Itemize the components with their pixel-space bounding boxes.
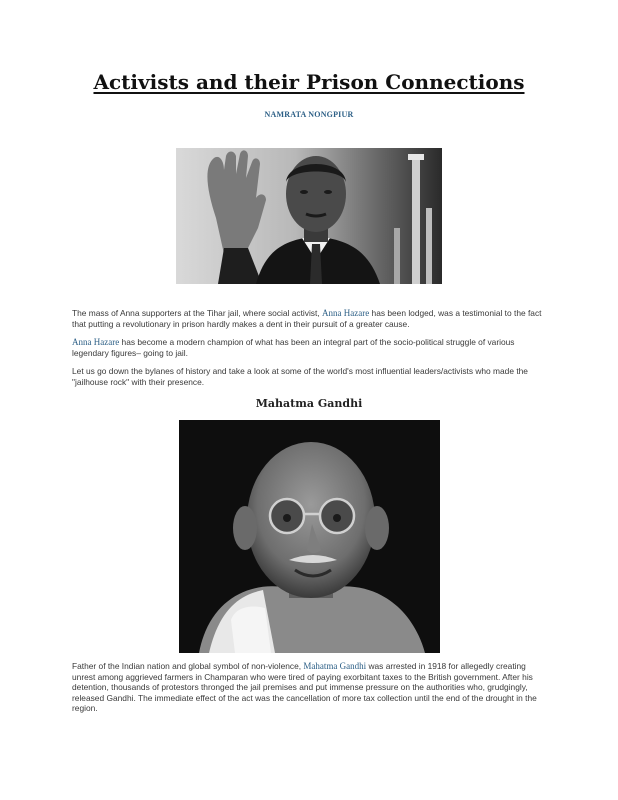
gandhi-text-before: Father of the Indian nation and global symbol of non-violence, bbox=[72, 661, 304, 671]
article-title bbox=[0, 70, 618, 94]
anna-hazare-link-1[interactable]: Anna Hazare bbox=[321, 308, 370, 318]
photo-martin-luther-king bbox=[176, 148, 442, 284]
intro-text-after: has been lodged, was a testimonial to the fact that putting a revolutionary in prison hardly makes a dent in their pursuit of a greater cause. bbox=[72, 308, 542, 329]
intro-paragraph bbox=[72, 308, 546, 329]
hazare-text: has become a modern champion of what has been an integral part of the socio-political struggle of various legendary figures– going to jail. bbox=[72, 337, 515, 358]
photo-mahatma-gandhi bbox=[179, 420, 440, 653]
mahatma-gandhi-link[interactable]: Mahatma Gandhi bbox=[303, 661, 367, 671]
gandhi-paragraph bbox=[72, 661, 546, 714]
photo-mlk-graphic bbox=[176, 148, 442, 284]
gandhi-text-after: was arrested in 1918 for allegedly creating unrest among aggrieved farmers in Champaran who were tired of paying exorbitant taxes to the British government. After his detention, thousands of protestors thronged the jail premises and put immense pressure on the authorities who, grudgingly, released Gandhi. The immediate effect of the act was the cancellation of more tax collection until the end of the drought in the region. bbox=[72, 661, 537, 713]
hazare-paragraph bbox=[72, 337, 546, 358]
history-paragraph: Let us go down the bylanes of history and take a look at some of the world's most influential leaders/activists who made the "jailhouse rock" with their presence. bbox=[72, 366, 528, 387]
photo-gandhi-graphic bbox=[179, 420, 440, 653]
article-title-text: Activists and their Prison Connections bbox=[93, 70, 525, 94]
author-byline: NAMRATA NONGPIUR bbox=[264, 110, 354, 119]
intro-text-before: The mass of Anna supporters at the Tihar jail, where social activist, bbox=[72, 308, 322, 318]
anna-hazare-link-2[interactable]: Anna Hazare bbox=[72, 337, 120, 347]
section-heading-gandhi: Mahatma Gandhi bbox=[255, 397, 363, 410]
